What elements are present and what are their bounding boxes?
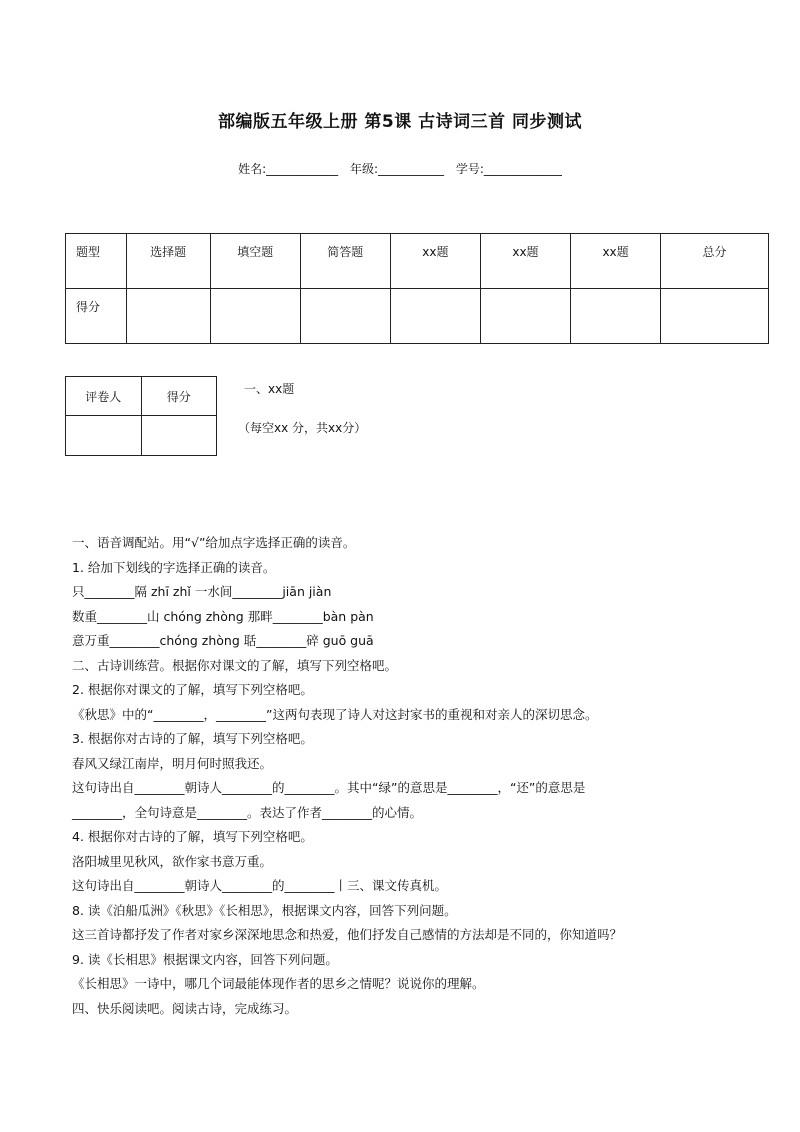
question-line: 数重________山 chóng zhòng 那畔________bàn pàn: [72, 608, 374, 624]
score-header-cell: 题型: [66, 234, 127, 289]
question-line: 春风又绿江南岸，明月何时照我还。: [72, 755, 273, 771]
score-table-header-row: [66, 234, 769, 289]
question-body: [72, 535, 772, 1025]
question-line: ________，全句诗意是________。表达了作者________的心情。: [72, 804, 423, 820]
name-field[interactable]: 姓名:____________: [238, 162, 339, 176]
question-line: 只________隔 zhī zhǐ 一水间________jiān jiàn: [72, 584, 332, 599]
section-note: （每空xx 分，共xx分）: [238, 421, 367, 435]
question-line: 2. 根据你对课文的了解，填写下列空格吧。: [72, 682, 313, 697]
grade-field[interactable]: 年级:___________: [349, 162, 445, 176]
question-line: 洛阳城里见秋风，欲作家书意万重。: [72, 853, 273, 869]
score-row-label: 得分: [66, 289, 127, 344]
score-header-cell: 选择题: [126, 234, 210, 289]
grader-header-row: [66, 377, 217, 416]
question-line: 四、快乐阅读吧。阅读古诗，完成练习。: [72, 1000, 298, 1016]
score-cell[interactable]: [661, 289, 769, 344]
page-title: 部编版五年级上册 第5课 古诗词三首 同步测试: [217, 112, 583, 132]
score-cell[interactable]: [571, 289, 661, 344]
score-header-cell: xx题: [390, 234, 480, 289]
question-line: 这句诗出自________朝诗人________的________。其中“绿”的意思是________，“还”的意思是: [72, 780, 586, 795]
score-cell[interactable]: [126, 289, 210, 344]
question-line: 《秋思》中的“________，________”这两句表现了诗人对这封家书的重视和对亲人的深切思念。: [72, 706, 598, 722]
question-line: 意万重________chóng zhòng 聒________碎 guō guā: [72, 633, 374, 648]
question-line: 3. 根据你对古诗的了解，填写下列空格吧。: [72, 731, 313, 746]
question-line: 这三首诗都抒发了作者对家乡深深地思念和热爱，他们抒发自己感情的方法却是不同的，你知道吗？: [72, 927, 623, 942]
question-line: 《长相思》一诗中，哪几个词最能体现作者的思乡之情呢？说说你的理解。: [72, 976, 485, 991]
question-line: 8. 读《泊船瓜洲》《秋思》《长相思》，根据课文内容，回答下列问题。: [72, 902, 457, 918]
grader-table: [65, 376, 217, 456]
score-cell[interactable]: [390, 289, 480, 344]
student-info: [0, 160, 800, 177]
score-header-cell: 简答题: [300, 234, 390, 289]
question-line: 一、语音调配站。用“√”给加点字选择正确的读音。: [72, 535, 356, 550]
grader-score-label: 得分: [141, 377, 217, 416]
question-line: 1. 给加下划线的字选择正确的读音。: [72, 559, 276, 575]
grader-score-cell[interactable]: [141, 416, 217, 456]
grader-label: 评卷人: [66, 377, 142, 416]
score-header-cell: xx题: [480, 234, 570, 289]
grader-entry-row: [66, 416, 217, 456]
score-cell[interactable]: [210, 289, 300, 344]
grader-name-cell[interactable]: [66, 416, 142, 456]
score-header-cell: xx题: [571, 234, 661, 289]
score-table-score-row: [66, 289, 769, 344]
question-line: 9. 读《长相思》根据课文内容，回答下列问题。: [72, 951, 338, 967]
question-line: 4. 根据你对古诗的了解，填写下列空格吧。: [72, 829, 313, 844]
question-line: 这句诗出自________朝诗人________的________丨三、课文传真机。: [72, 878, 448, 893]
student-id-field[interactable]: 学号:_____________: [455, 162, 562, 176]
score-header-cell: 填空题: [210, 234, 300, 289]
score-header-cell: 总分: [661, 234, 769, 289]
question-line: 二、古诗训练营。根据你对课文的了解，填写下列空格吧。: [72, 657, 398, 673]
score-table: [65, 233, 769, 344]
score-cell[interactable]: [300, 289, 390, 344]
section-heading: 一、xx题: [244, 382, 295, 396]
score-cell[interactable]: [480, 289, 570, 344]
